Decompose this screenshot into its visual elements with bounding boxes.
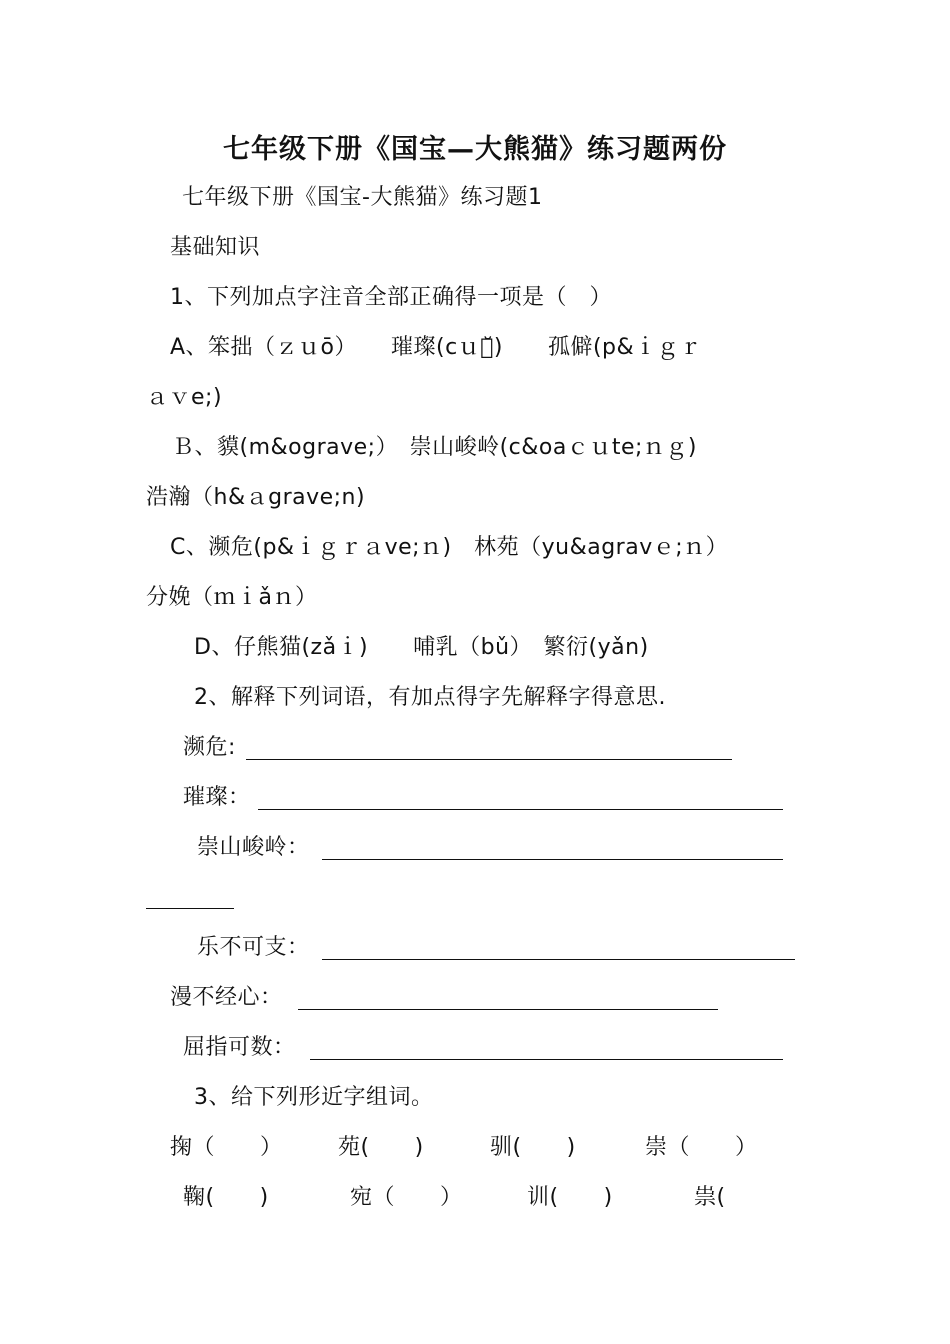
q2-term-binwei: 濒危: <box>183 735 236 760</box>
q1-option-a-line1: A、笨拙（ｚｕō） 璀璨(cｕｉ̆) 孤僻(p&ｉｇｒ <box>170 335 702 360</box>
section-heading: 基础知识 <box>170 235 261 260</box>
q3-word-group-xun2: 训( ) <box>527 1185 613 1210</box>
q1-option-a-line2: ａｖe;) <box>146 385 223 410</box>
q3-word-group-ju2: 鞠( ) <box>183 1185 269 1210</box>
q2-term-quzhikeshu: 屈指可数： <box>183 1035 296 1060</box>
q2-term-cuican: 璀璨： <box>183 785 251 810</box>
question-1-stem: 1、下列加点字注音全部正确得一项是（ ） <box>170 285 612 310</box>
answer-blank-quzhikeshu[interactable] <box>310 1059 783 1060</box>
answer-blank-binwei[interactable] <box>246 759 732 760</box>
answer-blank-lebukezhi[interactable] <box>322 959 795 960</box>
q1-option-c-line2: 分娩（ｍｉǎｎ） <box>146 585 318 610</box>
q2-term-chongshanjunling: 崇山峻岭： <box>197 835 310 860</box>
q2-term-manbujingxin: 漫不经心： <box>170 985 283 1010</box>
q3-word-group-wan: 宛（ ） <box>350 1185 463 1210</box>
document-title: 七年级下册《国宝—大熊猫》练习题两份 <box>223 134 727 165</box>
q3-word-group-chong: 崇（ ） <box>645 1135 758 1160</box>
answer-blank-chongshanjunling[interactable] <box>322 859 783 860</box>
q2-term-lebukezhi: 乐不可支： <box>197 935 310 960</box>
q1-option-c-line1: C、濒危(p&ｉｇｒａve;ｎ) 林苑（yu&agravｅ;ｎ） <box>170 535 729 560</box>
q1-option-b-line2: 浩瀚（h&ａgrave;n) <box>146 485 366 510</box>
answer-blank-manbujingxin[interactable] <box>298 1009 718 1010</box>
q3-word-group-ju: 掬（ ） <box>170 1135 283 1160</box>
answer-blank-chongshanjunling-continued[interactable] <box>146 908 234 909</box>
q3-word-group-xun: 驯( ) <box>490 1135 576 1160</box>
question-3-stem: 3、给下列形近字组词。 <box>194 1085 434 1110</box>
answer-blank-cuican[interactable] <box>258 809 783 810</box>
question-2-stem: 2、解释下列词语，有加点得字先解释字得意思. <box>194 685 666 710</box>
q3-word-group-sui: 祟( <box>694 1185 726 1210</box>
document-subtitle: 七年级下册《国宝-大熊猫》练习题1 <box>182 185 543 210</box>
q1-option-d: D、仔熊猫(zǎｉ) 哺乳（bǔ） 繁衍(yǎn) <box>194 635 649 660</box>
q1-option-b-line1: Ｂ、貘(m&ograve;） 崇山峻岭(c&oaｃｕte;ｎｇ) <box>172 435 698 460</box>
q3-word-group-yuan: 苑( ) <box>338 1135 424 1160</box>
